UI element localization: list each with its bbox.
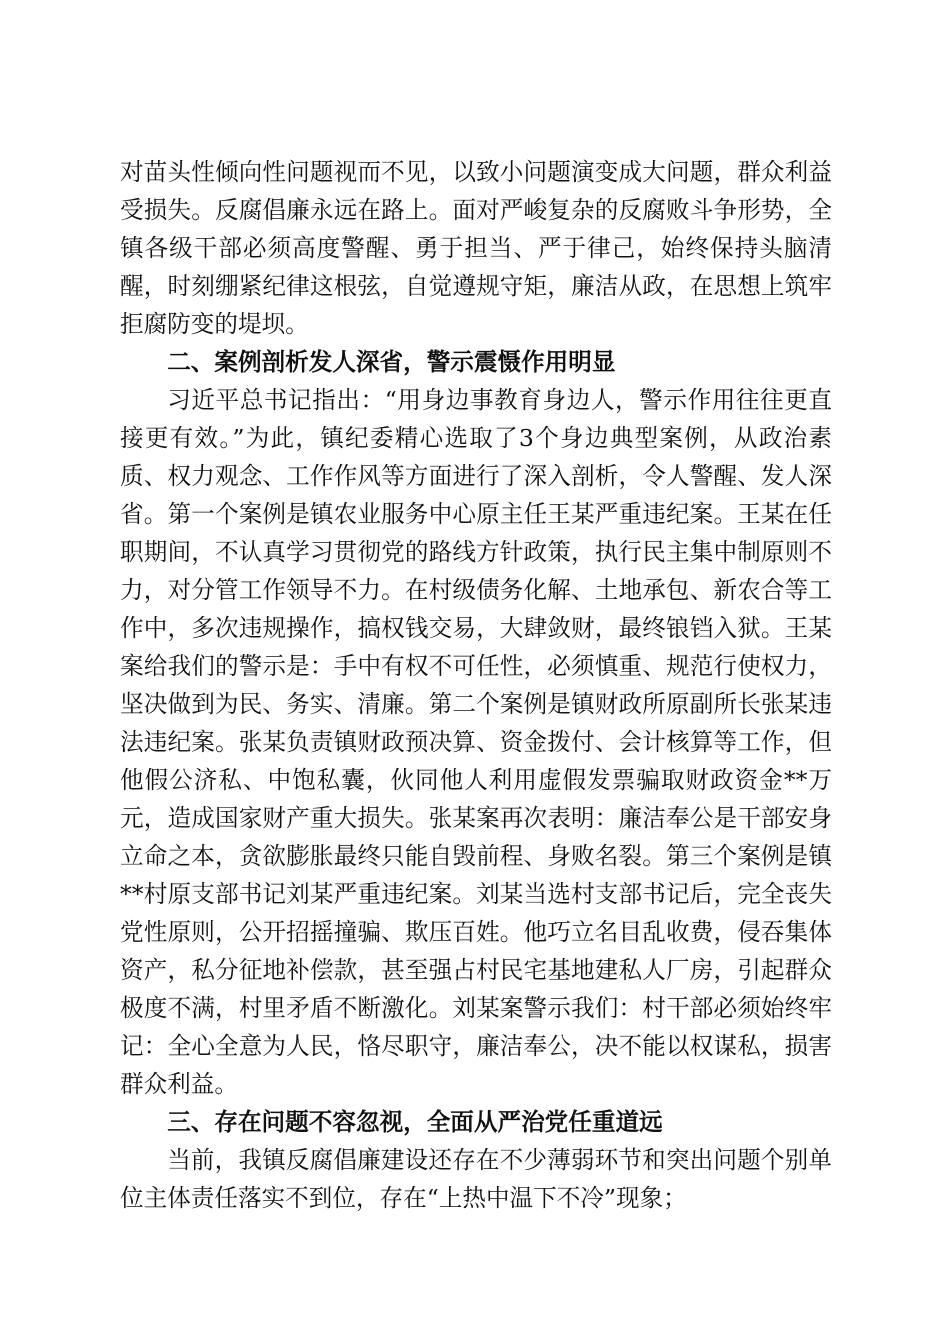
paragraph-2: 习近平总书记指出：“用身边事教育身边人，警示作用往往更直接更有效。”为此，镇纪委精心选取了3个身边典型案例，从政治素质、权力观念、工作作风等方面进行了深入剖析，令人警醒、发人深省。第一个案例是镇农业服务中心原主任王某严重违纪案。王某在任职期间，不认真学习贯彻党的路线方针政策，执行民主集中制原则不力，对分管工作领导不力。在村级债务化解、土地承包、新农合等工作中，多次违规操作，搞权钱交易，大肆敛财，最终锒铛入狱。王某案给我们的警示是：手中有权不可任性，必须慎重、规范行使权力，坚决做到为民、务实、清廉。第二个案例是镇财政所原副所长张某违法违纪案。张某负责镇财政预决算、资金拨付、会计核算等工作，但他假公济私、中饱私囊，伙同他人利用虚假发票骗取财政资金**万元，造成国家财产重大损失。张某案再次表明：廉洁奉公是干部安身立命之本，贪欲膨胀最终只能自毁前程、身败名裂。第三个案例是镇**村原支部书记刘某严重违纪案。刘某当选村支部书记后，完全丧失党性原则，公开招摇撞骗、欺压百姓。他巧立名目乱收费，侵吞集体资产，私分征地补偿款，甚至强占村民宅基地建私人厂房，引起群众极度不满，村里矛盾不断激化。刘某案警示我们：村干部必须始终牢记：全心全意为人民，恪尽职守，廉洁奉公，决不能以权谋私，损害群众利益。 — [120, 386, 832, 1098]
document-body — [120, 153, 832, 1217]
paragraph-1: 对苗头性倾向性问题视而不见，以致小问题演变成大问题，群众利益受损失。反腐倡廉永远在路上。面对严峻复杂的反腐败斗争形势，全镇各级干部必须高度警醒、勇于担当、严于律己，始终保持头脑清醒，时刻绷紧纪律这根弦，自觉遵规守矩，廉洁从政，在思想上筑牢拒腐防变的堤坝。 — [120, 158, 832, 338]
paragraph-3: 当前，我镇反腐倡廉建设还存在不少薄弱环节和突出问题个别单位主体责任落实不到位，存在“上热中温下不冷”现象； — [120, 1146, 832, 1212]
section-heading-3: 三、存在问题不容忽视，全面从严治党任重道远 — [167, 1108, 663, 1136]
section-heading-2: 二、案例剖析发人深省，警示震慑作用明显 — [167, 348, 616, 376]
